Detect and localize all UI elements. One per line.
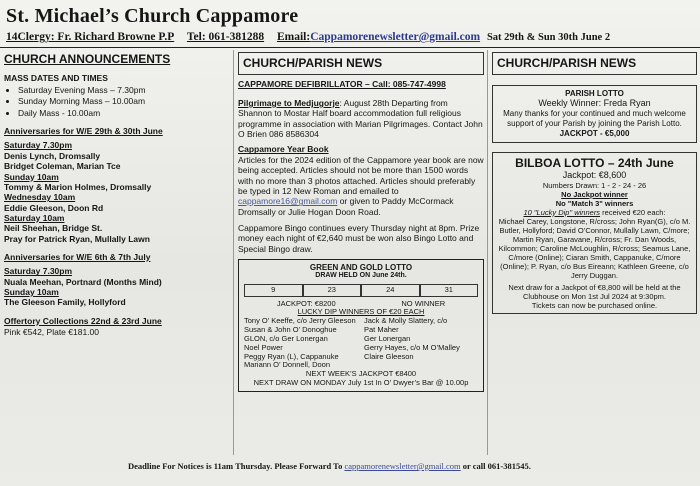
bilboa-jackpot: Jackpot: €8,600 — [562, 169, 627, 180]
right-news-column — [492, 52, 697, 314]
mass-times-heading: MASS DATES AND TIMES — [4, 72, 108, 83]
list-item: Mariann O’ Donnell, Doon — [244, 360, 331, 370]
anniversary-day: Saturday 10am — [4, 212, 65, 223]
pilgrimage-text: : August 28th Departing from Shannon to Mostar Half board accommodation full religious programme in association with Marian Pilgrimages. Contact John O Brien 086 8586304 — [238, 97, 483, 140]
bilboa-next-draw: Next draw for a Jackpot of €8,800 will be held at the Clubhouse on Mon 1st Jul 2024 at 9:30pm. — [508, 282, 681, 301]
lotto-number: 24 — [361, 284, 420, 297]
footer-text: Deadline For Notices is 11am Thursday. Please Forward To — [128, 461, 343, 471]
announcements-heading: CHURCH ANNOUNCEMENTS — [4, 52, 171, 66]
lotto-winner: NO WINNER — [401, 298, 446, 308]
lucky-dip-heading: LUCKY DIP WINNERS OF €20 EACH — [297, 307, 425, 317]
issue-dates: Sat 29th & Sun 30th June 2 — [486, 32, 611, 43]
anniversary-day: Sunday 10am — [4, 171, 59, 182]
parish-lotto-winner: Weekly Winner: Freda Ryan — [538, 98, 651, 109]
offertory-heading: Offertory Collections 22nd & 23rd June — [4, 315, 162, 326]
telephone-text: Tel: 061-381288 — [186, 31, 265, 43]
lotto-jackpot: JACKPOT: €8200 — [276, 298, 336, 308]
bilboa-no-jackpot: No Jackpot winner — [561, 189, 628, 199]
lotto-title: GREEN AND GOLD LOTTO — [309, 263, 413, 273]
footer-deadline — [128, 461, 531, 471]
anniversary-name: Eddie Gleeson, Doon Rd — [4, 202, 104, 213]
anniversary-name: Bridget Coleman, Marian Tce — [4, 161, 121, 172]
bilboa-title: BILBOA LOTTO – 24th June — [515, 155, 674, 170]
lucky-dip-text: received €20 each: — [600, 207, 666, 217]
next-draw: NEXT DRAW ON MONDAY July 1st In O’ Dwyer’s Bar @ 10.00p — [253, 378, 469, 388]
bilboa-numbers: Numbers Drawn: 1 - 2 - 24 - 26 — [542, 180, 647, 190]
list-item: Susan & John O’ Donoghue — [244, 325, 337, 335]
yearbook-text: or given to Paddy McCormack Dromsally or Julie Hogan Doon Road. — [238, 196, 454, 217]
yearbook-text: Articles for the 2024 edition of the Cappamore year book are now being accepted. Articles should not be more than 1500 words with no more than 3 photos attached. Articles should preferably be typed in 12 New Roman and emailed to — [238, 154, 484, 196]
anniversary-day: Wednesday 10am — [4, 192, 76, 203]
lucky-dip-label: 10 "Lucky Dip" winners — [523, 207, 601, 217]
anniversary-name: Tommy & Marion Holmes, Dromsally — [4, 181, 152, 192]
lucky-dip-winners — [244, 317, 478, 370]
parish-lotto-text: Many thanks for your continued and much welcome support of your Parish by joining the Parish Lotto. — [503, 109, 686, 129]
yearbook-notice — [238, 155, 484, 217]
news-column — [238, 52, 484, 392]
bilboa-lotto-box — [492, 152, 697, 314]
list-item: Noel Power — [244, 342, 283, 352]
anniversary-day: Sunday 10am — [4, 287, 59, 298]
list-item: Pat Maher — [364, 325, 399, 335]
bilboa-lucky-dip — [498, 208, 691, 217]
news-heading: CHURCH/PARISH NEWS — [238, 52, 484, 75]
list-item: Peggy Ryan (L), Cappanuke — [244, 351, 339, 361]
bilboa-online: Tickets can now be purchased online. — [531, 300, 658, 310]
footer-tail: or call 061-381545. — [462, 461, 531, 471]
anniversary-name: Denis Lynch, Dromsally — [4, 150, 101, 161]
list-item: Claire Gleeson — [364, 351, 414, 361]
anniversary-name: Neil Sheehan, Bridge St. — [4, 223, 103, 234]
list-item: • Daily Mass - 10.00am — [18, 108, 230, 118]
lotto-draw-date: DRAW HELD ON June 24th. — [315, 272, 407, 280]
yearbook-email-link[interactable]: cappamore16@gmail.com — [238, 196, 338, 207]
list-item: GLON, c/o Ger Lonergan — [244, 333, 328, 343]
list-item: Ger Lonergan — [364, 333, 411, 343]
next-jackpot: NEXT WEEK’S JACKPOT €8400 — [305, 369, 417, 379]
list-item: • Saturday Evening Mass – 7.30pm — [18, 85, 230, 95]
parish-lotto-jackpot: JACKPOT - €5,000 — [559, 128, 630, 138]
parish-lotto-box — [492, 85, 697, 143]
column-divider — [233, 50, 234, 455]
defibrillator-notice: CAPPAMORE DEFIBRILLATOR – Call: 085-747-4998 — [238, 78, 446, 89]
parish-lotto-title: PARISH LOTTO — [565, 88, 624, 98]
lotto-number: 23 — [303, 284, 362, 297]
list-item: Gerry Hayes, c/o M O’Malley — [364, 342, 460, 352]
lotto-number: 9 — [244, 284, 303, 297]
mass-times-list — [4, 85, 230, 118]
clergy-text: 14Clergy: Fr. Richard Browne P.P — [6, 31, 175, 43]
offertory-amounts: Pink €542, Plate €181.00 — [4, 327, 99, 338]
green-gold-lotto-box — [238, 259, 484, 392]
pilgrimage-heading: Pilgrimage to Medjugorje — [238, 97, 340, 108]
lotto-number: 31 — [420, 284, 479, 297]
header-email-link[interactable]: Cappamorenewsletter@gmail.com — [310, 31, 481, 43]
header-divider — [0, 47, 700, 48]
bingo-notice: Cappamore Bingo continues every Thursday night at 8pm. Prize money each night of €2,640 must be won also Bingo Lotto and Special Bingo draw. — [238, 222, 480, 254]
anniversary-name: Nuala Meehan, Portnard (Months Mind) — [4, 276, 162, 287]
column-divider — [487, 50, 488, 455]
right-news-heading: CHURCH/PARISH NEWS — [492, 52, 697, 75]
bilboa-no-match: No "Match 3" winners — [555, 198, 634, 208]
anniversary-name: The Gleeson Family, Hollyford — [4, 297, 126, 308]
email-label: Email: — [276, 31, 311, 43]
list-item: Tony O’ Keeffe, c/o Jerry Gleeson — [244, 316, 356, 326]
anniversaries-heading: Anniversaries for W/E 6th & 7th July — [4, 252, 151, 263]
anniversaries-heading: Anniversaries for W/E 29th & 30th June — [4, 126, 163, 137]
anniversary-day: Saturday 7.30pm — [4, 266, 73, 277]
header-contact-line — [6, 31, 610, 43]
list-item: • Sunday Morning Mass – 10.00am — [18, 96, 230, 106]
pilgrimage-notice — [238, 98, 484, 139]
anniversary-name: Pray for Patrick Ryan, Mullally Lawn — [4, 233, 150, 244]
anniversary-day: Saturday 7.30pm — [4, 140, 73, 151]
bilboa-winners: Michael Carey, Longstone, R/cross; John Ryan(G), c/o M. Butler, Hollyford; David O’Connor, Mullally Lawn, C/more; Martin Ryan, Garavane, R/cross; Fr. Dan Woods, Kilcommon; Caroline McLoughlin, R/cross; Seamus Lane, C/more (Online); Ciaran Smith, Cappanuke, C/more (Online); P. Ryan, c/o Bus Eireann; Kathleen Greene, c/o Jerry Duggan. — [498, 216, 691, 280]
newsletter-title: St. Michael’s Church Cappamore — [6, 5, 299, 27]
lotto-numbers — [244, 284, 478, 297]
footer-email-link[interactable]: cappamorenewsletter@gmail.com — [344, 461, 461, 471]
yearbook-heading: Cappamore Year Book — [238, 144, 329, 155]
announcements-column — [4, 52, 230, 338]
list-item: Jack & Molly Slattery, c/o — [364, 316, 448, 326]
